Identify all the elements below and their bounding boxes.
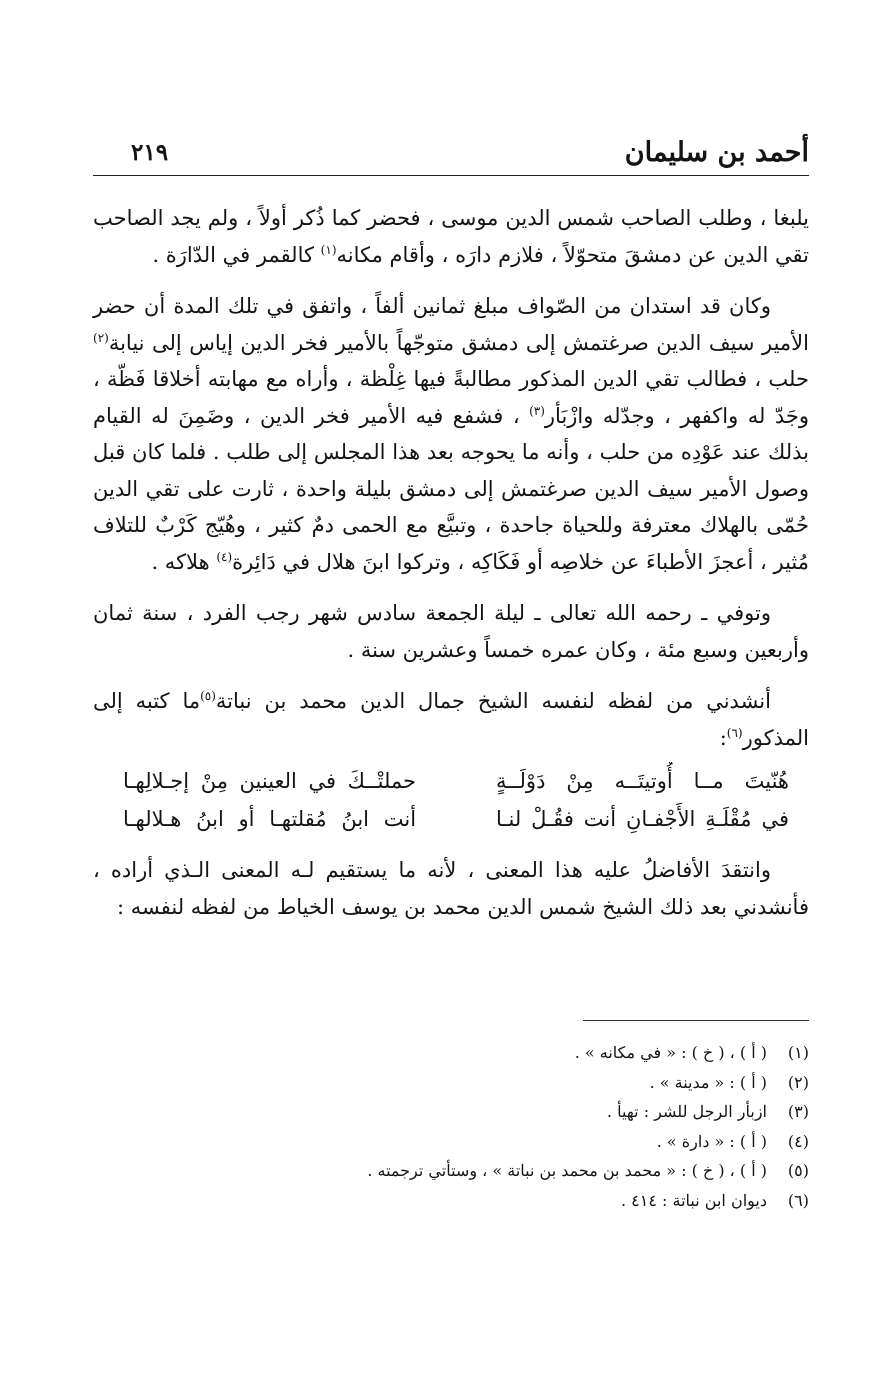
running-header bbox=[95, 135, 809, 171]
footnote-ref-6[interactable]: (٦) bbox=[726, 725, 743, 740]
verse-2-first-hemistich: في مُقْلَـةِ الأَجْفـانِ أنت فقُـلْ لنـا bbox=[495, 807, 789, 831]
paragraph-2-text-a: وكان قد استدان من الصّواف مبلغ ثمانين ألفاً ، واتفق في تلك المدة أن حضر الأمير سيف الدين صرغتمش إلى دمشق متوجّهاً بالأمير فخر الدين إياس إلى نيابة bbox=[93, 294, 809, 355]
footnote-ref-2[interactable]: (٢) bbox=[93, 330, 109, 345]
paragraph-1-text-a: يلبغا ، وطلب الصاحب شمس الدين موسى ، فحضر كما ذُكر أولاً ، ولم يجد الصاحب تقي الدين عن دمشقَ متحوّلاً ، فلازم دارَه ، وأقام مكانه bbox=[93, 206, 809, 267]
paragraph-4-text-a: أنشدني من لفظه لنفسه الشيخ جمال الدين محمد بن نباتة bbox=[215, 689, 771, 713]
footnote-ref-4[interactable]: (٤) bbox=[216, 549, 233, 564]
paragraph-3-text: وتوفي ـ رحمه الله تعالى ـ ليلة الجمعة سادس شهر رجب الفرد ، سنة ثمان وأربعين وسبع مئة ، وكان عمره خمساً وعشرين سنة . bbox=[93, 601, 809, 662]
footnote-4 bbox=[300, 1127, 809, 1157]
footnote-ref-5[interactable]: (٥) bbox=[200, 689, 216, 703]
footnote-number: (٤) bbox=[787, 1131, 809, 1151]
footnote-number: (٣) bbox=[787, 1102, 809, 1121]
footnote-text: ( أ ) : « مدينة » . bbox=[649, 1072, 767, 1092]
footnote-number: (١) bbox=[787, 1043, 809, 1062]
verse-1 bbox=[93, 762, 809, 800]
footnote-text: ( أ ) : « دارة » . bbox=[656, 1131, 767, 1151]
paragraph-1-text-b: كالقمر في الدّارَة . bbox=[152, 242, 321, 267]
header-rule bbox=[93, 175, 809, 176]
paragraph-2-text-b: حلب ، فطالب تقي الدين المذكور مطالبةً فيها غِلْظة ، وأراه مع مهابته أخلاقا فَظّة ، وجَدّ له واكفهر ، وجدّله وازْبَأر bbox=[93, 367, 810, 428]
poem bbox=[93, 762, 809, 838]
verse-2-second-hemistich: أنت ابنُ مُقلتهـا أو ابنُ هـلالهـا bbox=[123, 807, 417, 831]
paragraph-4 bbox=[93, 683, 809, 756]
paragraph-3 bbox=[93, 595, 809, 668]
footnote-text: ازبأر الرجل للشر : تهيأ . bbox=[606, 1102, 767, 1121]
footnote-2 bbox=[300, 1068, 809, 1098]
paragraph-4-text-b: ما كتبه إلى المذكور bbox=[93, 689, 809, 750]
verse-1-second-hemistich: حملتْــكَ في العينين مِنْ إجـلالِهـا bbox=[123, 769, 417, 793]
footnote-6 bbox=[300, 1186, 809, 1216]
footnote-text: ديوان ابن نباتة : ٤١٤ . bbox=[621, 1190, 767, 1210]
footnote-ref-1[interactable]: (١) bbox=[320, 242, 337, 257]
paragraph-5 bbox=[93, 852, 809, 925]
running-head-title: أحمد بن سليمان bbox=[624, 137, 809, 168]
paragraph-5-text: وانتقدَ الأفاضلُ عليه هذا المعنى ، لأنه ما يستقيم لـه المعنى الـذي أراده ، فأنشدني بعد ذلك الشيخ شمس الدين محمد بن يوسف الخياط من لفظه لنفسه : bbox=[93, 858, 809, 919]
paragraph-4-text-c: : bbox=[719, 725, 727, 750]
footnotes bbox=[300, 1038, 809, 1215]
paragraph-2-text-c: ، فشفع فيه الأمير فخر الدين ، وضَمِنَ له القيام بذلك عند عَوْدِه من حلب ، وأنه ما يحوجه بعد هذا المجلس إلى طلب . فلما كان قبل وصول الأمير سيف الدين صرغتمش إلى دمشق بليلة واحدة ، ثارت على تقي الدين حُمّى بالهلاك معترفة وللحياة جاحدة ، وتبيَّع مع الحمى دمٌ كثير ، وهُيّج كَرْبٌ للتلاف مُثير ، أعجزَ الأطباءَ عن خلاصِه أو فَكَاكِه ، وتركوا ابنَ هلال في دَائِرة bbox=[93, 403, 809, 574]
verse-1-first-hemistich: هُنّيتَ مــا أُوتيتَــه مِنْ دَوْلَــةٍ bbox=[495, 769, 789, 793]
footnote-3 bbox=[300, 1097, 809, 1127]
footnote-separator bbox=[583, 1020, 809, 1021]
verse-2 bbox=[93, 800, 809, 838]
footnote-ref-3[interactable]: (٣) bbox=[529, 403, 545, 418]
paragraph-2 bbox=[93, 288, 809, 580]
footnote-number: (٥) bbox=[787, 1161, 809, 1180]
footnote-1 bbox=[300, 1038, 809, 1068]
main-text bbox=[93, 200, 809, 940]
footnote-text: ( أ ) ، ( خ ) : « في مكانه » . bbox=[574, 1043, 767, 1062]
footnote-5 bbox=[300, 1156, 809, 1186]
paragraph-1 bbox=[93, 200, 809, 273]
paragraph-2-text-d: هلاكه . bbox=[151, 549, 217, 574]
page-number: ٢١٩ bbox=[131, 139, 169, 166]
footnote-text: ( أ ) ، ( خ ) : « محمد بن محمد بن نباتة » ، وستأتي ترجمته . bbox=[367, 1161, 767, 1180]
footnote-number: (٢) bbox=[787, 1072, 809, 1092]
footnote-number: (٦) bbox=[787, 1190, 809, 1210]
